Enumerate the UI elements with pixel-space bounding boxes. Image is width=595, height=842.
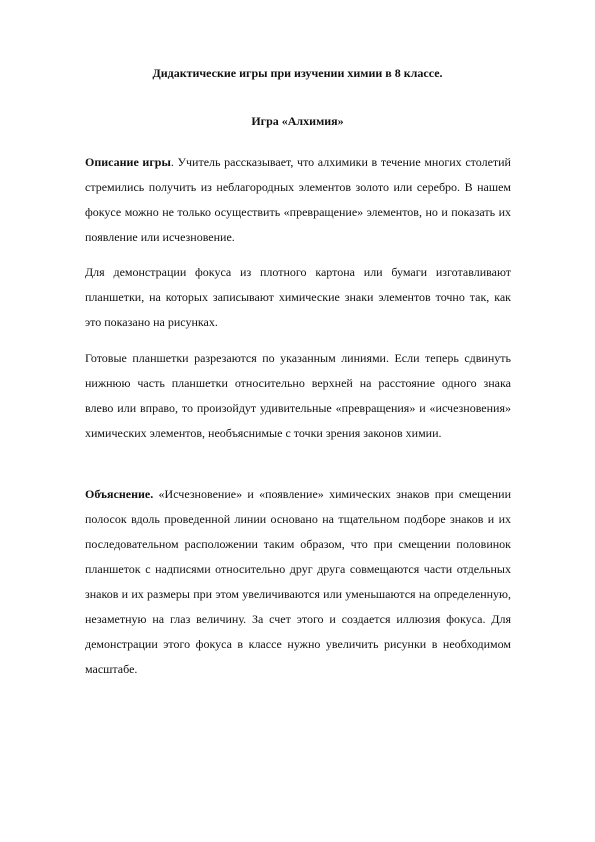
explanation-lead: Объяснение. (85, 487, 154, 501)
preparation-text: Для демонстрации фокуса из плотного картона или бумаги изготавливают планшетки, на которых записывают химические знаки элементов точно так, как это показано на рисунках. (85, 265, 511, 329)
procedure-paragraph (85, 346, 511, 446)
procedure-text: Готовые планшетки разрезаются по указанным линиями. Если теперь сдвинуть нижнюю часть планшетки относительно верхней на расстояние одного знака влево или вправо, то произойдут удивительные «превращения» и «исчезновения» химических элементов, необъяснимые с точки зрения законов химии. (85, 351, 511, 440)
explanation-paragraph (85, 482, 511, 682)
explanation-text: «Исчезновение» и «появление» химических знаков при смещении полосок вдоль проведенной линии основано на тщательном подборе знаков и их последовательном расположении таким образом, что при смещении половинок планшеток с надписями относительно друг друга совмещаются части отдельных знаков и их размеры при этом увеличиваются или уменьшаются на определенную, незаметную на глаз величину. За счет этого и создается иллюзия фокуса. Для демонстрации этого фокуса в классе нужно увеличить рисунки в необходимом масштабе. (85, 487, 511, 676)
preparation-paragraph (85, 260, 511, 335)
game-title: Игра «Алхимия» (251, 114, 344, 128)
description-paragraph (85, 150, 511, 250)
description-lead: Описание игры (85, 155, 171, 169)
document-title: Дидактические игры при изучении химии в 8 классе. (152, 66, 443, 80)
description-text: . Учитель рассказывает, что алхимики в течение многих столетий стремились получить из неблагородных элементов золото или серебро. В нашем фокусе можно не только осуществить «превращение» элементов, но и показать их появление или исчезновение. (85, 155, 511, 244)
